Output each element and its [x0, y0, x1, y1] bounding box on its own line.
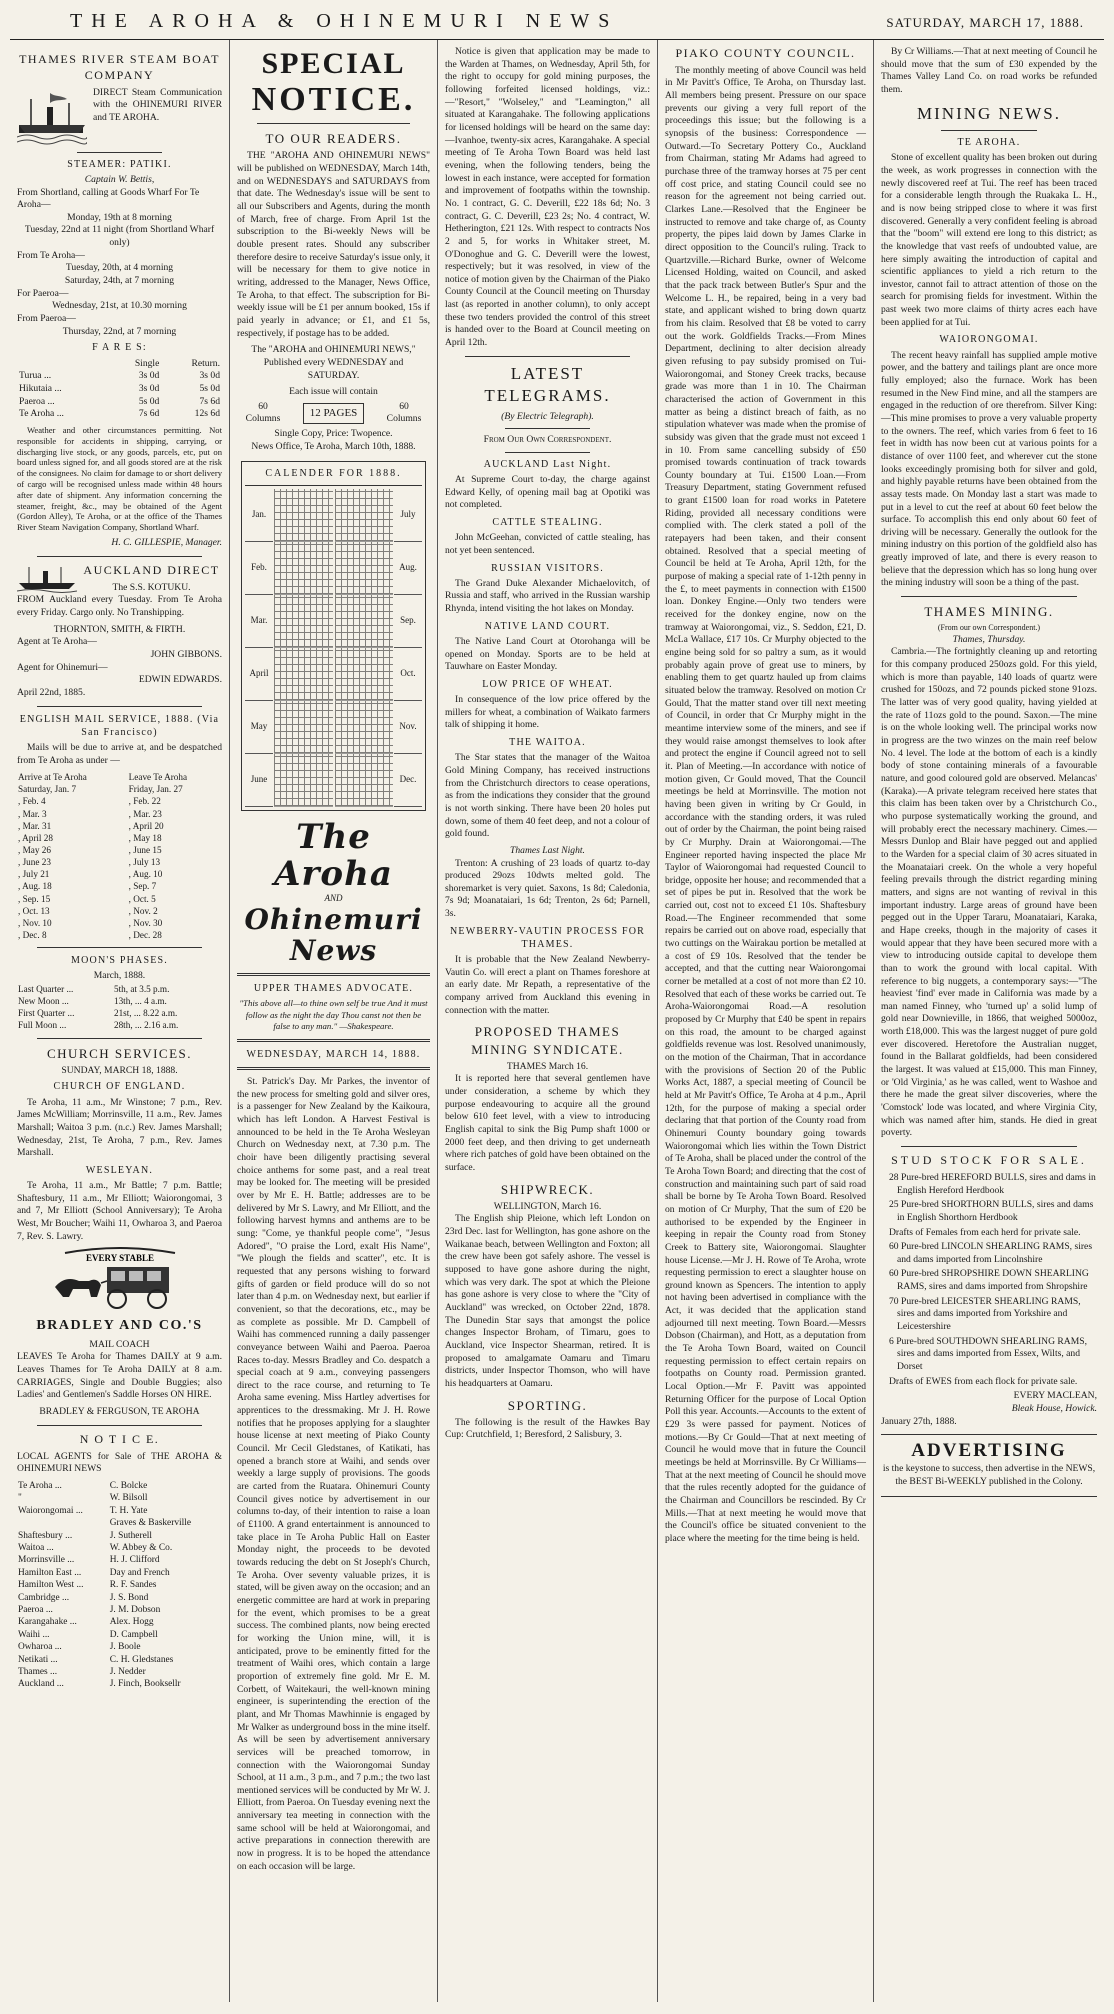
warden-notice-body: Notice is given that application may be made to the Warden at Thames, on Wednesday, April 5th, for the right to occupy for gold mining purposes, the following forfeited licensed holdings, viz.:—"Resort," "Wolseley," and "Leamington," all situated at Karangahake. The following applications for licensed holdings will be heard on the same day:—Ivanhoe, twenty-six acres, Karangahake. A special meeting of Te Aroha Town Board was held last evening, when the following tenders, being the lowest in each instance, were accepted for formation and improvement of footpaths within the township. No. 1 contract, G. C. Deverill, £22 18s 6d; No. 3 contract, G. C. Deverill, £23 2s; No. 4 contract, W. Hetherington, £21 12s. With respect to contracts Nos 2 and 5, for works in Whitaker street, M. O'Donoghue and G. C. Deverill were the lowest, respectively; but it was resolved, in view of the notice of motion given by the Chairman of the Piako County Council at the Council meeting on Thursday last (as reported in another column), to only accept these two tenders provided the control of this street is handed over to the Board at Council meeting on April 12th. [445, 46, 650, 349]
kotuku-date: April 22nd, 1885. [17, 686, 86, 698]
table-row: , May 26 , June 15 [18, 845, 162, 856]
each-issue: Each issue will contain [289, 386, 378, 398]
table-row: Auckland ... J. Finch, Booksellr [18, 1679, 181, 1690]
advocate-heading: UPPER THAMES ADVOCATE. [253, 982, 414, 994]
moon-heading: MOON'S PHASES. [71, 955, 168, 967]
table-row: , Aug. 18 , Sep. 7 [18, 881, 157, 892]
paper-name-ohinemuri: Ohinemuri News [244, 903, 423, 968]
stud-stock-list [881, 1172, 1097, 1389]
table-row: Thames ... J. Nedder [18, 1666, 146, 1677]
bradley-body: LEAVES Te Aroha for Thames DAILY at 9 a.m. Leaves Thames for Te Aroha DAILY at 8 a.m. CARRIAGES, Single and Double Buggies; also Ladies' and Gentlemen's Saddle Horses ON HIRE. [17, 1351, 222, 1401]
trip-3: Tuesday, 20th, at 4 morning [65, 262, 174, 274]
agents-table [17, 1480, 222, 1691]
captain: Captain W. Bettis, [84, 173, 155, 185]
cattle-body: John McGeehan, convicted of cattle stealing, has not yet been sentenced. [445, 532, 650, 556]
calendar-days [335, 542, 394, 595]
trip-4: Saturday, 24th, at 7 morning [64, 275, 175, 287]
stud-stock-heading: STUD STOCK FOR SALE. [891, 1153, 1087, 1168]
thames-mining-heading: THAMES MINING. [924, 604, 1054, 620]
bradley-heading: BRADLEY AND CO.'S [36, 1318, 203, 1334]
columns-right: 60 Columns [386, 400, 422, 425]
newspaper-title: THE AROHA & OHINEMURI NEWS [70, 10, 619, 32]
masthead [10, 6, 1104, 40]
list-item: Drafts of Females from each herd for private sale. [889, 1226, 1081, 1238]
moon-month: March, 1888. [93, 970, 146, 982]
pages-count: 12 PAGES [303, 403, 365, 424]
table-row: , Sep. 15 , Oct. 5 [18, 893, 156, 904]
wesleyan-body: Te Aroha, 11 a.m., Mr Battle; 7 p.m. Battle; Shaftesbury, 11 a.m., Mr Elliott; Waiorongomai, 3 and 7, Mr Elliott (School Anniversary); Te Aroha West, Mr Boucher; Waihi 11, Owharoa 3, and Paeroa 7, Rev. S. Lawry. [17, 1180, 222, 1242]
calendar-month: Nov. [394, 701, 422, 754]
by-telegraph: (By Electric Telegraph). [501, 410, 594, 422]
table-row: , July 21 , Aug. 10 [18, 869, 163, 880]
russian-heading: RUSSIAN VISITORS. [491, 562, 604, 574]
table-row: Waitoa ... W. Abbey & Co. [18, 1542, 173, 1553]
mail-header-row: Arrive at Te Aroha Leave Te Aroha [18, 772, 188, 783]
from-shortland: From Shortland, calling at Goods Wharf For Te Aroha— [17, 186, 200, 211]
table-row: Owharoa ... J. Boole [18, 1642, 141, 1653]
native-court-heading: NATIVE LAND COURT. [484, 620, 611, 632]
table-row: Graves & Baskerville [109, 1518, 192, 1529]
table-row: , Mar. 31 , April 20 [18, 820, 164, 831]
stud-date: January 27th, 1888. [881, 1415, 957, 1427]
calendar-month: Sep. [394, 595, 422, 648]
piako-body: The monthly meeting of above Council was held in Mr Pavitt's Office, Te Aroha, on Thursday last. All members being present. Pressure on our space prevents our giving a very full report of the proceedings this issue; but the following is a synopsis of the business: Correspondence — Outward.—To Secretary Pottery Co., Auckland from Chairman, stating Mr Adams had agreed to purchase three of the tramway horses at 75 per cent off cost price, and stating Council could see no reason for the agreement not being carried out. Clarkes Lane.—Resolved that the Engineer be instructed to remove and take charge of, as County property, the pipes laid down by James Clarke in direct opposition to the Council's ruling. Track to Quartzville.—Richard Burke, owner of Welcome Licensed Holding, waited on Council, and asked that the pack track between Butler's Spur and the Welcome L. H., be repaired, being in a very bad state, and applicant wished to bring down quartz from his claim. Resolved that £8 be voted to carry out the work. Goldfields Tracks.—From Mines Department, declining to alter decision already given refusing to pay subsidy promised on Tui-Waiorongomai, and Stoney Creek tracks, because grade was more than 1 in 10. The Chairman characterised the action of Government in this matter as being a distinct breach of faith, as no stipulation whatever was made when the promise of subsidy was given that the grade must not exceed 1 in 10. From same cancelling subsidy of £50 promised towards continuation of track towards County boundary at Tui. £1500 Loan.—From Treasury Department, stating Government refused to grant £1500 loan for road works in Patetere Riding, provided all necessary conditions were complied with. The clerk stated a poll of the ratepayers had been taken, and their consent obtained. Resolved that a special meeting of Council be held at Te Aroha, April 12th, for the purpose of making a special rate of 1-12th penny in the £, to meet payments in connection with £1500 loan. Donkey Engine.—Only two tenders were received for the donkey engine, now on the tramway at Waiorongomai, viz., S. Seddon, £21, D. McLa Wallace, £17 10s. Cr Murphy objected to the engine being sold for so paltry a sum, as it would probably again prove of great use to miners, by enabling them to get quartz hauled up from claims situated below the tramway. Resolved on motion Cr Gould, That the matter stand over till next meeting of Council, in order that Cr Murphy might in the meantime interview some of the miners, and see if they would raise amongst themselves to look after and protect the engine if Council agreed not to sell it. Plan of Meeting.—In accordance with notice of motion given, Cr Gould moved, That the Council meetings be held at Morrinsville. The motion not having been given in writing by Cr Gould, in accordance with the standing orders, it was ruled out of order by the Chairman, the point being raised by Cr Murphy. Drain at Waiorongomai.—The Engineer reported having inspected the place Mr Taylor of Waiorongomai had requested Council to bridge, opposite her house; and recommended that a set of pipes be put in. Resolved that the work be carried out, cost not to exceed £1 10s. Shaftesbury Road.—The Engineer recommended that some repairs be carried out on above road, especially that two cuttings on the Wairakau portion be metalled at a cost of £9 10s. Resolved that the tender be accepted, and that the cutting near Waiorongomai corner be metalled at a cost of not more than £2 10. Resolved that each of these works be carried out. Te Aroha-Waiorongomai Road.—A resolution proposed by Cr Murphy that £40 be spent in repairs on this road, the amount to be charged against goldfields revenue was lost. Resolved unanimously, on the motion of the Chairman, That in accordance with the provisions of Section 20 of the Public Works Act, 1887, a special meeting of Council be held at Mr Pavitt's Office, Te Aroha at 4 p.m., April 12th, for the purpose of making a special order declaring that that portion of the County road from Ohinemuri County boundary going towards Waiorongomai which lies within the Town District of Te Aroha, shall be placed under the control of the Te Aroha Town Board; and directing that the cost of construction and maintaining such part of said road shall be borne by Te Aroha Town Board. Resolved on motion of Cr Murphy, That the sum of £20 be authorised to be expended by the Engineer in keeping in repair the County road from Stoney Creek to Battery site, Waiorongomai. Slaughter house License.—Mr J. H. Rowe of Te Aroha, wrote requesting permission to erect a slaughter house on ground known as Spencers. The intention to apply not having been advertised in compliance with the Act, it was decided that the application stand adjourned till next meeting. Town Board.—Messrs Dobson (Chairman), and Hott, as a deputation from the Te Aroha Town Board, waited on Council requesting permission to effect certain repairs on footpaths on County road. Permission granted. Local Option.—Mr F. Pavitt was appointed Returning Officer for the purpose of Local Option Poll this year. Accounts.—Accounts to the extent of £29 3s were passed for payment. Notices of motions.—By Cr Gould—That at next meeting of Council he would move that in future the Council meetings be held at Morrinsville. By Cr Williams—That at the next meeting of Council he should move that the rules recently adopted for the guidance of the Chairman and Councillors be rescinded. By Cr Mills.—That at next meeting he would move that the Council's office be situated convenient to the place where the meeting for the time being is held. [665, 64, 866, 1544]
newberry-body: It is probable that the New Zealand Newberry-Vautin Co. will erect a plant on Thames foreshore at an early date. Mr Repath, a representative of the company arrived from Auckland this evening in connection with the matter. [445, 954, 650, 1016]
waitoa-body: The Star states that the manager of the Waitoa Gold Mining Company, has received instructions from the Christchurch directors to cease operations, as from the indications they consider that the ground is not worth sinking. There have been 20 holes put down, some of them 40 feet deep, and not a colour of gold found. [445, 752, 650, 840]
advertising-heading: ADVERTISING [911, 1440, 1067, 1462]
calendar-month: July [394, 489, 422, 542]
column-1 [10, 40, 230, 2002]
table-row: Hikutaia ... 3s 0d 5s 0d [19, 382, 220, 394]
table-row: , April 28 , May 18 [18, 832, 162, 843]
calendar-month: Feb. [245, 542, 273, 595]
list-item: 25 Pure-bred SHORTHORN BULLS, sires and dams in English Shorthorn Herdbook [889, 1199, 1094, 1223]
table-row: First Quarter ... 21st, ... 8.22 a.m. [18, 1008, 178, 1019]
column-2 [230, 40, 438, 2002]
mail-coach: MAIL COACH [89, 1338, 150, 1350]
calendar-month: Mar. [245, 595, 273, 648]
kotuku-body: FROM Auckland every Tuesday. From Te Aroha every Friday. Cargo only. No Transhipping. [17, 594, 222, 618]
supreme-court-body: At Supreme Court to-day, the charge against Edward Kelly, of opening mail bag at Opotiki was not completed. [445, 474, 650, 511]
cattle-heading: CATTLE STEALING. [492, 517, 603, 529]
williams-motion: By Cr Williams.—That at next meeting of Council he should move that the sum of £30 expended by the Thames Valley Land Co. on road works be refunded them. [881, 46, 1097, 95]
column-4 [658, 40, 874, 2002]
moon-table [17, 983, 222, 1032]
wesleyan-heading: WESLEYAN. [85, 1164, 154, 1176]
trip-6: Thursday, 22nd, at 7 morning [62, 325, 177, 337]
church-heading: CHURCH SERVICES. [46, 1045, 193, 1061]
thames-mining-body: Cambria.—The fortnightly cleaning up and retorting for this company produced 250ozs gold. For this yield, which is more than payable, 140 loads of quartz were crushed for 150ozs, and 72 pounds picked stone 91ozs. The latter was of very good quality, having yielded at the rate of 11ozs gold to the pound. Saxon.—The mine is on the whole looking well. The principal works now in progress are the two winzes on the main reef below No. 4 level. The lode at the bottom of each is a kindly body of stone containing minerals of a favourable nature, and good coloured gold are observed. Melancas' (Karaka).—A private telegram received here states that this claim has been taken over by a Christchurch Co., who purpose systematically working the ground, and will probably erect the necessary machinery. Cimes.—Messrs Dunlop and Blair have pegged out and applied to the Warden for a special claim of 30 acres situated in the Moanataiari creek. On the whole a very hopeful feeling prevails through the district regarding mining matters, and signs are not wanting of revival in this important industry. Large areas of ground have been pegged out in the Upper Tararu, Moanataiari, Karaka, and Hape creeks, though in the majority of cases it would appear that they have been secured more with a view to introducing outside capital to develope them than to work the ground with local capital. With reference to big nuggets, a contemporary says:—"The heaviest 'find' ever made in California was made by a man named Finney, who 'turned up' a solid lump of gold near Downieville, in 1866, that weighed 5000oz, worth £18,000. This was the largest nugget of pure gold ever discovered. Heretofore the Australian nugget, found in the Ballarat goldfields, had been considered the largest. It was valued at £15,000. This man Finney, or 'Old Virginia,' as he was called, went to Washoe and there he made the great silver discoveries, where the 'Comstock' lode was located, and where Virginia City, which was named after him, stands. He died in great poverty. [881, 646, 1097, 1139]
news-office: News Office, Te Aroha, March 10th, 1888. [251, 440, 416, 452]
church-date: SUNDAY, MARCH 18, 1888. [61, 1064, 178, 1076]
syndicate-body: It is reported here that several gentlemen have under consideration, a scheme by which they purpose endeavouring to acquire all the ground below 610 feet level, with a view to introducing English capital to sink the Big Pump shaft 1000 or 2000 feet deep, and then driving to get underneath where rich patches of gold have been obtained on the surface. [445, 1073, 650, 1173]
notice-intro: LOCAL AGENTS for Sale of THE AROHA & OHINEMURI NEWS [17, 1450, 222, 1475]
bradley-signature: BRADLEY & FERGUSON, TE AROHA [39, 1406, 200, 1418]
thames-thursday: Thames, Thursday. [952, 633, 1026, 645]
maclean-address: Bleak House, Howick. [1011, 1403, 1097, 1415]
notice-big-heading: NOTICE. [251, 80, 416, 118]
coach-name: EVERY STABLE [85, 1253, 154, 1264]
local-news-body: St. Patrick's Day. Mr Parkes, the inventor of the new process for smelting gold and silver ores, is a passenger for New Zealand by the Kaikoura, which has left London. A Harvest Festival is announced to be held in the Te Aroha Wesleyan Church on Wednesday next, at 7.30 p.m. The choir have been diligently practising several choice anthems for some past, and a real treat may be looked for. The meeting will be presided over by Mr E. H. Battle; addresses are to be delivered by Mr S. Lawry, and Mr Elliott, and the following harvest hymns and anthems are to be sung: "Come, ye thankful people come", "Jesus Adored", "O praise the Lord, exalt His Name", "We plough the fields and scatter", etc. It is requested that any persons wishing to forward gifts of garden or field produce will do so not later than 4 p.m. on Wednesday next, but earlier if convenient, so that the decorations, etc., may be as complete as possible. Mr D. Campbell of Waihi has commenced running a daily passenger conveyance between Waihi and Paeroa. Paeroa Races to-day. Messrs Bradley and Co. despatch a special coach at 9 a.m., conveying passengers direct to the race course, and returning to Te Aroha same evening. Miss Hartley advertises for apprentices to the dressmaking. Mr J. H. Rowe notifies that he proposes applying for a slaughter house license at next meeting of Piako County Council. Mr Cecil Gledstanes, of Katikati, has opened a branch store at Waihi, and sends over weekly a large supply of provisions. The goods are carted from the Ruatara. Ohinemuri County Council gives notice by advertisement in our columns to-day, of their intention to raise a loan of £1100. A grand entertainment is announced to take place in Te Aroha Public Hall on Easter Monday night, the proceeds to be devoted towards reducing the debt on St Joseph's Church, Te Aroha. Over seventy valuable prizes, it is stated, will be given away on the occasion; and an energetic committee are hard at work in preparing for the event, which promises to be a great success. The combined plants, now being erected for working the Union mine, will, it is anticipated, prove to be eminently fitted for the treatment of Waihi ores, which contain a large proportion of extremely fine gold. Mr E. M. Corbett, of Waitekauri, the well-known mining engineer, is superintending the erection of the plant, and Mr Thomas Mawhinnie is engaged by Mr Walker as underground boss in the mine itself. As will be seen by advertisement anniversary services will be preached tomorrow, in connection with the Waiorongomai Sunday School, at 11 a.m., 3 p.m., and 7 p.m.; the two last mentioned services will be conducted by Mr W. J. Elliott, from Paeroa. On Tuesday evening next the anniversary tea meeting in connection with the same school will be held at Waiorongomai, and active preparations in connection therewith are now in progress. It is to be hoped the attendance on each occasion will be large. [237, 1076, 430, 1872]
table-row: Netikati ... C. H. Gledstanes [18, 1654, 174, 1665]
column-3 [438, 40, 658, 2002]
fares-header-row: Single Return. [134, 357, 220, 369]
waiorongomai-heading: WAIORONGOMAI. [939, 334, 1039, 346]
calendar-days [335, 595, 394, 648]
mail-table [17, 771, 222, 941]
sporting-body: The following is the result of the Hawkes Bay Cup: Crutchfield, 1; Beresford, 2 Salisbury, 3. [445, 1416, 650, 1441]
list-item: 60 Pure-bred LINCOLN SHEARLING RAMS, sires and dams imported from Lincolnshire [889, 1241, 1093, 1265]
from-te-aroha: From Te Aroha— [17, 249, 85, 261]
table-row: Te Aroha ... C. Bolcke [18, 1480, 148, 1491]
wheat-body: In consequence of the low price offered by the millers for wheat, a combination of Waikato farmers talk of shipping it home. [445, 694, 650, 731]
issue-date: SATURDAY, MARCH 17, 1888. [886, 15, 1084, 30]
table-row: , Oct. 13 , Nov. 2 [18, 905, 158, 916]
mail-coach-illustration-icon [45, 1247, 195, 1313]
table-row: " W. Bilsoll [18, 1493, 148, 1504]
fares-table [17, 358, 222, 421]
kotuku-name: The S.S. KOTUKU. [112, 581, 191, 593]
table-row: Turua ... 3s 0d 3s 0d [19, 370, 220, 382]
wednesday-date: WEDNESDAY, MARCH 14, 1888. [246, 1048, 421, 1060]
kotuku-ship-icon [17, 563, 77, 593]
special-heading: SPECIAL [261, 47, 406, 80]
calendar-days [335, 754, 394, 807]
russian-body: The Grand Duke Alexander Michaelovitch, of Russia and staff, who arrived in the Russian warship Rhynda, intend visiting the hot lakes on Monday. [445, 577, 650, 615]
table-row: Last Quarter ... 5th, at 3.5 p.m. [18, 984, 170, 995]
steamer-heading: STEAMER: PATIKI. [67, 158, 172, 170]
native-court-body: The Native Land Court at Otorohanga will be opened on Monday. Sports are to be held at Tauwhare on Easter Monday. [445, 635, 650, 673]
thames-body: Trenton: A crushing of 23 loads of quartz to-day produced 29ozs 10dwts melted gold. The shoremarket is very quiet. Saxons, 1s 8d; Caledonia, 7s 9d; Moanataiari, 1s 6d; Trenton, 2s 6d; Parnell, 3s. [445, 857, 650, 920]
shipwreck-heading: SHIPWRECK. [500, 1181, 595, 1197]
coe-body: Te Aroha, 11 a.m., Mr Winstone; 7 p.m., Rev. James McWilliam; Morrinsville, 11 a.m., Rev. James Marshall; Waitoa 3 p.m. (n.c.) Rev. James Marshall; Wednesday, 21st, Te Aroha, 7 p.m., Rev. James Marshall. [17, 1096, 222, 1159]
table-row: Full Moon ... 28th, ... 2.16 a.m. [18, 1020, 179, 1031]
kotuku-agents: THORNTON, SMITH, & FIRTH. [53, 623, 186, 635]
calendar-days [274, 648, 333, 701]
shipwreck-body: The English ship Pleione, which left London on 23rd Dec. last for Wellington, has gone ashore on the Waikanae beach, between Wellington and Foxton; all the crew have been got safely ashore. The vessel is supposed to have gone ashore during the night, which was very dark. The spot at which the Pleione has gone ashore is very close to where the "City of Auckland" was wrecked, on October 22nd, 1878. The Dunedin Star says that amongst the police changes Inspector Broham, of Timaru, goes to Auckland, vice Inspector Shearman, retired. It is proposed to amalgamate Oamaru and Timaru districts, under Inspector Thomson, who will have his headquarters at Oamaru. [445, 1213, 650, 1389]
mining-news-heading: MINING NEWS. [917, 103, 1061, 123]
advertising-box [881, 1434, 1097, 1496]
readers-heading: TO OUR READERS. [265, 131, 402, 147]
trip-2: Tuesday, 22nd at 11 night (from Shortland Wharf only) [24, 224, 215, 249]
table-row: Cambridge ... J. S. Bond [18, 1592, 149, 1603]
syndicate-heading: PROPOSED THAMES MINING SYNDICATE. [471, 1024, 624, 1057]
calendar-month: Jan. [245, 489, 273, 542]
table-row: Paeroa ... 5s 0d 7s 6d [19, 395, 220, 407]
table-row: , June 23 , July 13 [18, 857, 161, 868]
agent-ohinemuri-label: Agent for Ohinemuri— [17, 661, 108, 673]
calendar-month: Oct. [394, 648, 422, 701]
paper-name-and: AND [324, 893, 343, 904]
calendar-days [274, 754, 333, 807]
thames-march: THAMES March 16. [506, 1060, 589, 1072]
list-item: 60 Pure-bred SHROPSHIRE DOWN SHEARLING RAMS, sires and dams imported from Shropshire [889, 1268, 1089, 1293]
table-row: , Feb. 4 , Feb. 22 [18, 796, 161, 807]
calendar-month: June [245, 754, 273, 807]
agent-te-aroha-label: Agent at Te Aroha— [17, 636, 97, 648]
calendar-title: CALENDER FOR 1888. [245, 465, 422, 485]
table-row: Hamilton West ... R. F. Sandes [18, 1580, 157, 1591]
table-row: Hamilton East ... Day and French [18, 1567, 170, 1578]
trip-5: Wednesday, 21st, at 10.30 morning [52, 300, 187, 312]
piako-heading: PIAKO COUNTY COUNCIL. [675, 46, 856, 60]
calendar-days [274, 595, 333, 648]
wheat-heading: LOW PRICE OF WHEAT. [482, 678, 613, 690]
te-aroha-heading: TE AROHA. [957, 137, 1021, 149]
maclean-name: EVERY MACLEAN, [1013, 1390, 1097, 1402]
calendar-days [335, 648, 394, 701]
calendar-month: April [245, 648, 273, 701]
thames-correspondent: (From our own Correspondent.) [937, 623, 1041, 633]
list-item: Drafts of EWES from each flock for private sale. [889, 1375, 1078, 1387]
agent-gibbons: JOHN GIBBONS. [150, 648, 222, 660]
te-aroha-body: Stone of excellent quality has been broken out during the week, as work progresses in connection with the newly discovered reef at Tui. The reef has been traced for a considerable length through the Ruakaka L. H., and is now being stripped close to where it was first discovered. Generally a very confident feeling is abroad that the "boom" will extend ere long to this district; as the knowledge that vast reefs of undoubted value, are here simply awaiting the introduction of capital and scientific appliances to yield a rich return to the investor, cannot fail to attract attention of those on the search for promising fields for investment. Within the past week two more claims of thirty acres each have been applied for at Tui. [881, 152, 1097, 328]
column-5 [874, 40, 1104, 2002]
calendar-month: Aug. [394, 542, 422, 595]
table-row: Shaftesbury ... J. Sutherell [18, 1530, 152, 1541]
list-item: 70 Pure-bred LEICESTER SHEARLING RAMS, sires and dams imported from Yorkshire and Leicestershire [889, 1295, 1081, 1333]
trip-1: Monday, 19th at 8 morning [67, 211, 172, 223]
calendar-grid [245, 489, 422, 807]
calendar-month: Dec. [394, 754, 422, 807]
steam-manager: H. C. GILLESPIE, Manager. [111, 537, 222, 549]
calendar-month: May [245, 701, 273, 754]
readers-body: THE "AROHA AND OHINEMURI NEWS" will be published on WEDNESDAY, March 14th, and on WEDNESDAYS and SATURDAYS from that date. The Wednesday's issue will be sent to all our Subscribers and Agents, during the month of March, free of charge. From April 1st the subscription to the Bi-weekly News will be double present rates. Should any subscriber therefore desire to receive Saturday's issue only, it will be necessary for them to give notice in writing, addressed to the Manager, News Office, Te Aroha, to that effect. The subscription for Bi-weekly issue will be £1 per annum booked, 15s if paid yearly in advance; or £1, and £1 5s, respectively, if postage has to be added. [237, 150, 430, 339]
table-row: Waiorongomai ... T. H. Yate [18, 1505, 148, 1516]
waiorongomai-body: The recent heavy rainfall has supplied ample motive power, and the battery and tailings plant are once more fully employed; also the furnace. Work has been resumed in the New Find mine, and all the stampers are engaged in the reduction of ore therefrom. Silver King:—This mine promises to prove a very valuable property to the owners. The reef, which varies from 6 feet to 16 feet in width has now been cut at various points for a distance of over 1100 feet, and wherever cut the stone looks exceedingly promising both for silver and gold, and highly payable returns have been obtained from the assay tests made. On Monday last a start was made to put in a level to cut the reef at about 60 feet below the surface. To accomplish this end only about 60 feet of driving will be necessary. Generally the outlook for the mining industry on this portion of the goldfield also has greatly improved of late, and there is every reason to believe that the depression which has so long hung over the mining industry will soon be a thing of the past. [881, 349, 1097, 589]
list-item: 6 Pure-bred SOUTHDOWN SHEARLING RAMS, sires and dams imported from Essex, Wilts, and Dorset [889, 1335, 1087, 1373]
wellington-date: WELLINGTON, March 16. [493, 1200, 602, 1212]
steam-notes: Weather and other circumstances permitting. Not responsible for accidents in shipping, carrying, or discharging live stock, or any goods, parcels, etc, put on board unless signed for, and all goods stored are at the risk of the consignees. No claim for damage to or short delivery of cargo will be recognised unless made within 48 hours after date of shipment. Any information concerning the steamer, freight, &c., may be obtained of the Agent (Gordon Alley), Te Aroha, or at the office of the Thames River Steam Navigation Company, Shortland Wharf. [17, 424, 222, 533]
calendar-days [335, 489, 394, 542]
auckland-last-night: AUCKLAND Last Night. [483, 458, 612, 470]
table-row: , Mar. 3 , Mar. 23 [18, 808, 162, 819]
mail-intro: Mails will be due to arrive at, and be despatched from Te Aroha as under — [17, 741, 222, 766]
table-row: Paeroa ... J. M. Dobson [18, 1604, 161, 1615]
table-row: New Moon ... 13th, ... 4 a.m. [18, 996, 167, 1007]
auckland-direct-heading: AUCKLAND DIRECT [83, 562, 220, 577]
columns-pages-box [243, 401, 424, 426]
thames-last-night: Thames Last Night. [510, 844, 585, 856]
coe-heading: CHURCH OF ENGLAND. [53, 1081, 186, 1093]
paper-name-aroha: The Aroha [274, 816, 393, 895]
for-paeroa: For Paeroa— [17, 287, 69, 299]
columns [10, 40, 1104, 2002]
latest-telegrams-heading: LATEST TELEGRAMS. [484, 363, 611, 406]
steamer-illustration-icon [17, 89, 87, 145]
calendar-days [274, 489, 333, 542]
steam-company-heading: THAMES RIVER STEAM BOAT COMPANY [19, 52, 220, 82]
table-row: Morrinsville ... H. J. Clifford [18, 1555, 160, 1566]
sporting-heading: SPORTING. [507, 1397, 588, 1413]
steam-intro: DIRECT Steam Communication with the OHINEMURI RIVER and TE AROHA. [93, 86, 222, 123]
calendar [241, 461, 426, 810]
waitoa-heading: THE WAITOA. [509, 737, 586, 749]
list-item: 28 Pure-bred HEREFORD BULLS, sires and dams in English Hereford Herdbook [889, 1171, 1096, 1196]
notice-heading: N O T I C E. [79, 1431, 160, 1446]
advertising-body: is the keystone to success, then advertise in the NEWS, the BEST Bi-WEEKLY published in the Colony. [882, 1463, 1096, 1488]
mail-heading: ENGLISH MAIL SERVICE, 1888. (Via San Francisco) [19, 713, 220, 738]
columns-left: 60 Columns [245, 400, 281, 425]
table-row: Saturday, Jan. 7 Friday, Jan. 27 [18, 784, 183, 795]
calendar-days [274, 701, 333, 754]
table-row: Waihi ... D. Campbell [18, 1629, 158, 1640]
table-row: Karangahake ... Alex. Hogg [18, 1617, 154, 1628]
calendar-days [274, 542, 333, 595]
motto: "This above all—to thine own self be true And it must follow as the night the day Thou canst not then be false to any man." —Shakespeare. [239, 998, 428, 1032]
published-line: The "AROHA and OHINEMURI NEWS," Published every WEDNESDAY and SATURDAY. [251, 344, 416, 381]
newberry-heading: NEWBERRY-VAUTIN PROCESS FOR THAMES. [449, 925, 646, 950]
agent-edwards: EDWIN EDWARDS. [138, 674, 222, 686]
table-row: , Dec. 8 , Dec. 28 [18, 930, 162, 941]
from-paeroa: From Paeroa— [17, 313, 76, 325]
calendar-days [335, 701, 394, 754]
table-row: Te Aroha ... 7s 6d 12s 6d [19, 408, 220, 420]
table-row: , Nov. 10 , Nov. 30 [18, 917, 163, 928]
fares-heading: F A R E S: [92, 342, 147, 354]
price: Single Copy, Price: Twopence. [274, 428, 393, 440]
own-correspondent: From Our Own Correspondent. [483, 434, 612, 446]
